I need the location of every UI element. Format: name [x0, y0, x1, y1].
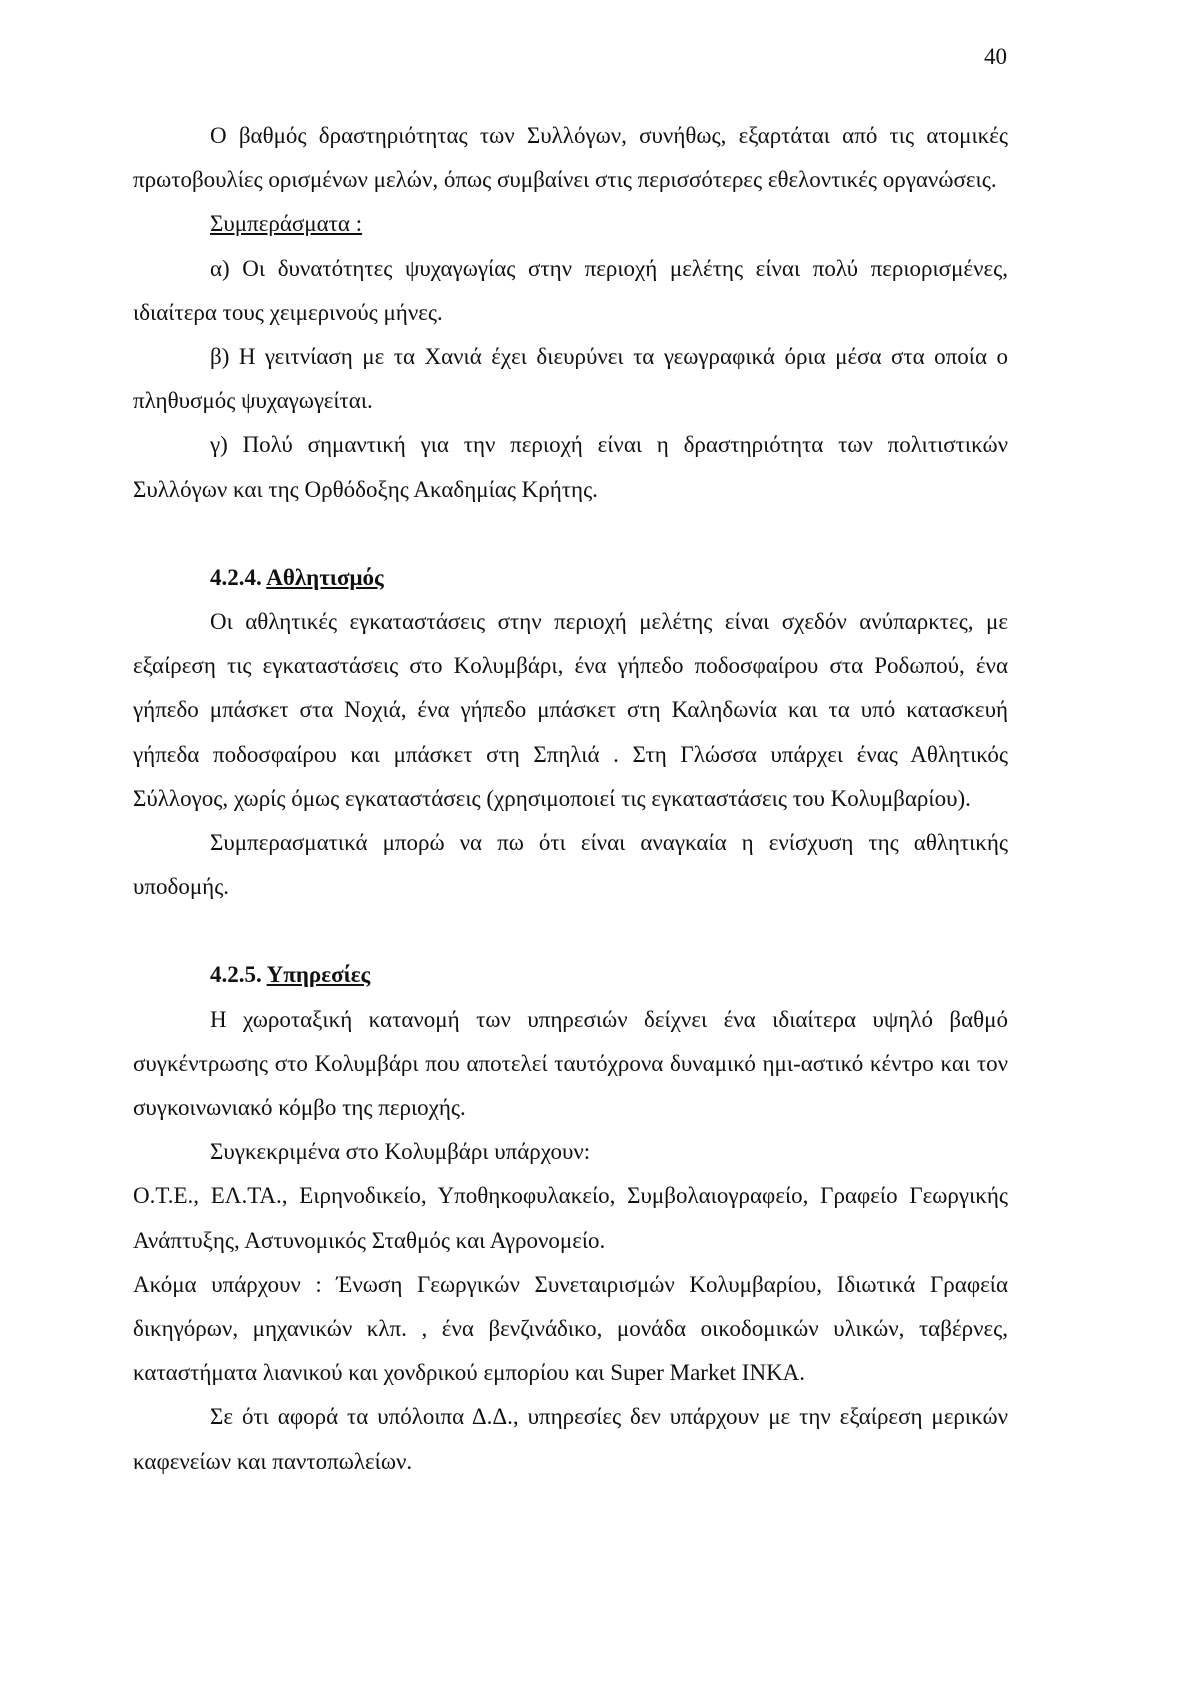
services-section-heading [133, 953, 1008, 997]
section-gap [133, 909, 1008, 953]
sports-section-heading [133, 556, 1008, 600]
sports-section-title: Αθλητισμός [266, 564, 384, 590]
section-gap [133, 512, 1008, 556]
services-paragraph-3: Ο.Τ.Ε., ΕΛ.ΤΑ., Ειρηνοδικείο, Υποθηκοφυλακείο, Συμβολαιογραφείο, Γραφείο Γεωργικής Ανάπτυξης, Αστυνομικός Σταθμός και Αγρονομείο. [133, 1183, 1008, 1253]
sports-paragraph-1: Οι αθλητικές εγκαταστάσεις στην περιοχή μελέτης είναι σχεδόν ανύπαρκτες, με εξαίρεση τις εγκαταστάσεις στο Κολυμβάρι, ένα γήπεδο ποδοσφαίρου στα Ροδωπού, ένα γήπεδο μπάσκετ στα Νοχιά, ένα γήπεδο μπάσκετ στη Καληδωνία και τα υπό κατασκευή γήπεδα ποδοσφαίρου και μπάσκετ στη Σπηλιά . Στη Γλώσσα υπάρχει ένας Αθλητικός Σύλλογος, χωρίς όμως εγκαταστάσεις (χρησιμοποιεί τις εγκαταστάσεις του Κολυμβαρίου). [133, 609, 1008, 811]
conclusion-a: α) Οι δυνατότητες ψυχαγωγίας στην περιοχή μελέτης είναι πολύ περιορισμένες, ιδιαίτερα τους χειμερινούς μήνες. [133, 255, 1008, 325]
sports-section-number: 4.2.4. [210, 564, 262, 590]
sports-paragraph-2: Συμπερασματικά μπορώ να πω ότι είναι αναγκαία η ενίσχυση της αθλητικής υποδομής. [133, 830, 1008, 900]
services-paragraph-2: Συγκεκριμένα στο Κολυμβάρι υπάρχουν: [210, 1139, 591, 1165]
intro-paragraph: Ο βαθμός δραστηριότητας των Συλλόγων, συνήθως, εξαρτάται από τις ατομικές πρωτοβουλίες ορισμένων μελών, όπως συμβαίνει στις περισσότερες εθελοντικές οργανώσεις. [133, 123, 1008, 193]
conclusions-heading [133, 202, 1008, 246]
conclusion-c: γ) Πολύ σημαντική για την περιοχή είναι η δραστηριότητα των πολιτιστικών Συλλόγων και της Ορθόδοξης Ακαδημίας Κρήτης. [133, 432, 1008, 502]
services-paragraph-1: Η χωροταξική κατανομή των υπηρεσιών δείχνει ένα ιδιαίτερα υψηλό βαθμό συγκέντρωσης στο Κολυμβάρι που αποτελεί ταυτόχρονα δυναμικό ημι-αστικό κέντρο και τον συγκοινωνιακό κόμβο της περιοχής. [133, 1006, 1008, 1121]
document-body [133, 114, 1008, 1484]
services-section-title: Υπηρεσίες [266, 962, 371, 988]
conclusions-heading-text: Συμπεράσματα : [210, 211, 363, 237]
services-paragraph-5: Σε ότι αφορά τα υπόλοιπα Δ.Δ., υπηρεσίες δεν υπάρχουν με την εξαίρεση μερικών καφενείων και παντοπωλείων. [133, 1404, 1008, 1474]
services-section-number: 4.2.5. [210, 962, 262, 988]
conclusion-b: β) Η γειτνίαση με τα Χανιά έχει διευρύνει τα γεωγραφικά όρια μέσα στα οποία ο πληθυσμός ψυχαγωγείται. [133, 344, 1008, 414]
services-paragraph-4: Ακόμα υπάρχουν : Ένωση Γεωργικών Συνεταιρισμών Κολυμβαρίου, Ιδιωτικά Γραφεία δικηγόρων, μηχανικών κλπ. , ένα βενζινάδικο, μονάδα οικοδομικών υλικών, ταβέρνες, καταστήματα λιανικού και χονδρικού εμπορίου και Super Market INKA. [133, 1271, 1008, 1386]
page-number: 40 [984, 44, 1007, 69]
